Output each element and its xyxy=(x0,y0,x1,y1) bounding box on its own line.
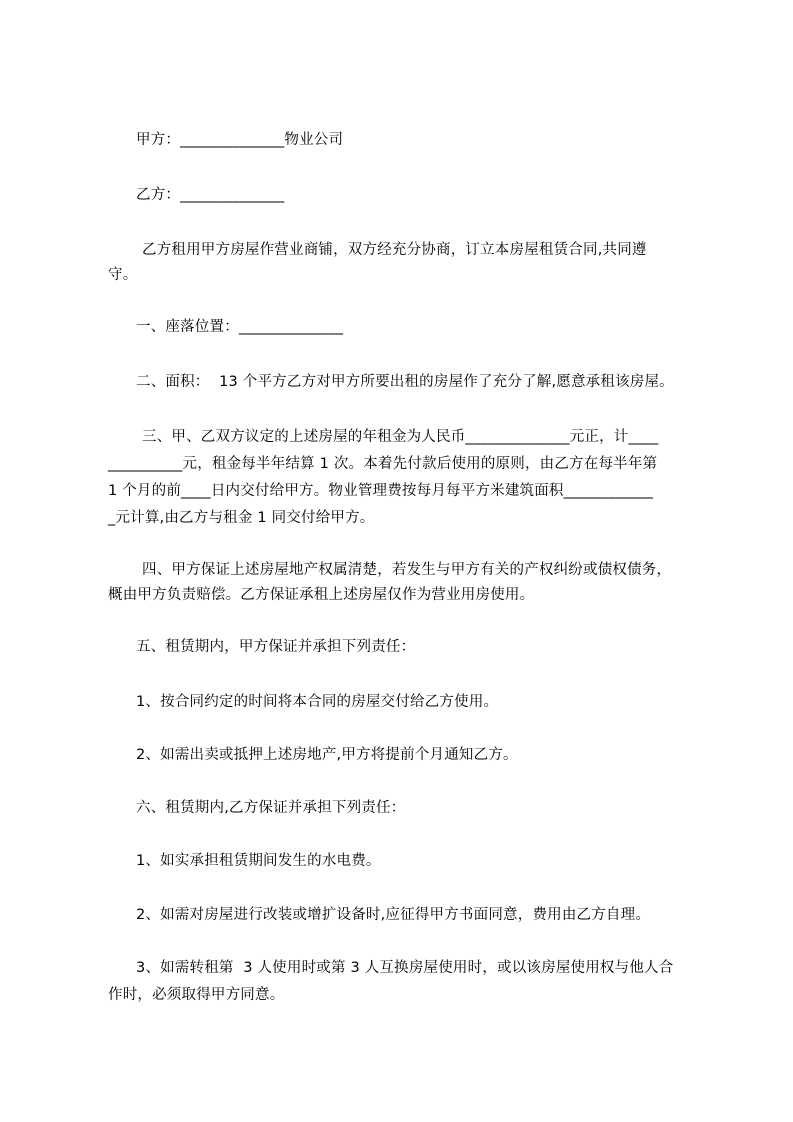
clause-5-item-1: 1、按合同约定的时间将本合同的房屋交付给乙方使用。 xyxy=(136,694,499,710)
clause-4-line-2: 概由甲方负责赔偿。乙方保证承租上述房屋仅作为营业用房使用。 xyxy=(108,587,535,603)
clause-4-line-1: 四、甲方保证上述房屋地产权属清楚，若发生与甲方有关的产权纠纷或债权债务， xyxy=(142,562,672,578)
clause-3-line-4: _元计算,由乙方与租金 1 同交付给甲方。 xyxy=(108,510,375,526)
clause-5-heading: 五、租赁期内，甲方保证并承担下列责任： xyxy=(136,639,416,655)
clause-3-line-2: __________元，租金每半年结算 1 次。本着先付款后使用的原则，由乙方在每半年第 xyxy=(108,456,658,472)
intro-paragraph-line-2: 守。 xyxy=(108,267,138,283)
clause-6-item-1: 1、如实承担租赁期间发生的水电费。 xyxy=(136,853,381,869)
clause-6-item-3-line-1: 3、如需转租第 3 人使用时或第 3 人互换房屋使用时，或以该房屋使用权与他人合 xyxy=(136,960,674,976)
intro-paragraph-line-1: 乙方租用甲方房屋作营业商铺，双方经充分协商，订立本房屋租赁合同,共同遵 xyxy=(142,242,647,258)
clause-6-item-2: 2、如需对房屋进行改装或增扩设备时,应征得甲方书面同意，费用由乙方自理。 xyxy=(136,907,651,923)
party-a-line: 甲方：______________物业公司 xyxy=(136,132,344,148)
clause-3-line-1: 三、甲、乙双方议定的上述房屋的年租金为人民币______________元正，计____ xyxy=(142,429,659,445)
clause-6-item-3-line-2: 作时，必须取得甲方同意。 xyxy=(108,987,285,1003)
clause-1-location: 一、座落位置：______________ xyxy=(136,319,344,335)
clause-5-item-2: 2、如需出卖或抵押上述房地产,甲方将提前个月通知乙方。 xyxy=(136,747,518,763)
clause-2-area: 二、面积： 13 个平方乙方对甲方所要出租的房屋作了充分了解,愿意承租该房屋。 xyxy=(136,374,674,390)
party-b-line: 乙方：______________ xyxy=(136,187,285,203)
clause-3-line-3: 1 个月的前____日内交付给甲方。物业管理费按每月每平方米建筑面积____________ xyxy=(108,483,654,499)
clause-6-heading: 六、租赁期内,乙方保证并承担下列责任： xyxy=(136,800,406,816)
